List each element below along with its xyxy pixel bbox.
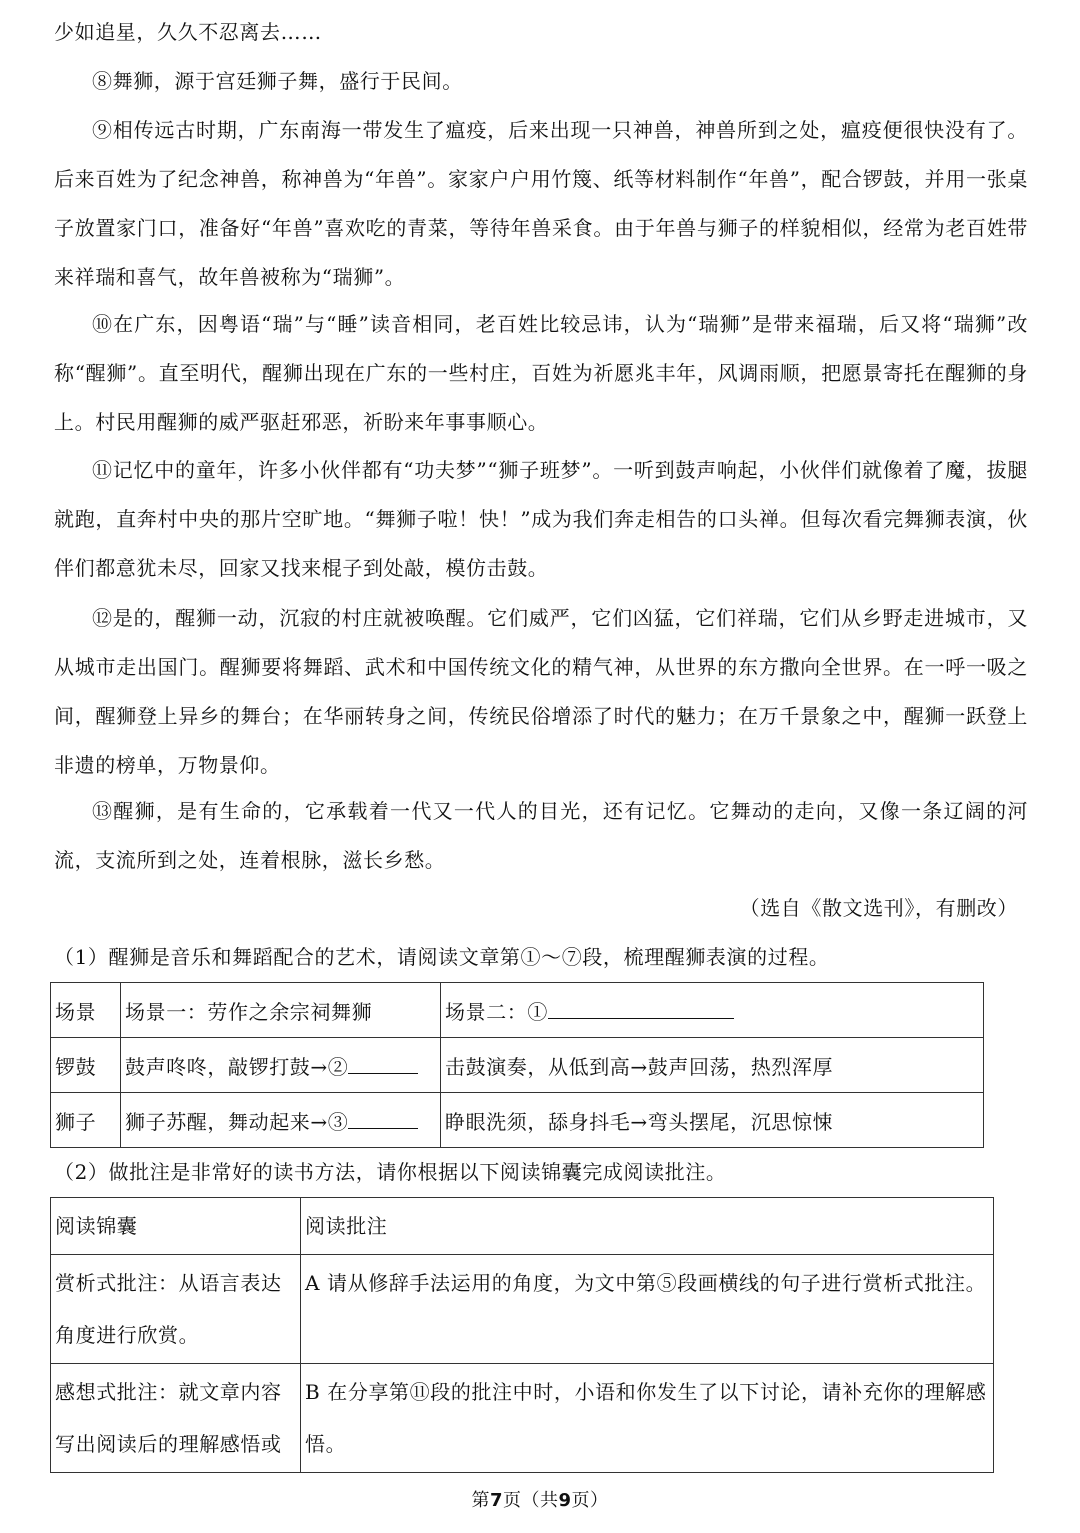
scene-two-cell xyxy=(441,983,984,1038)
task-b-cell: B 在分享第⑪段的批注中时，小语和你发生了以下讨论，请补充你的理解感悟。 xyxy=(301,1364,994,1473)
table-row xyxy=(51,1038,984,1093)
paragraph-12: ⑫是的，醒狮一动，沉寂的村庄就被唤醒。它们威严，它们凶猛，它们祥瑞，它们从乡野走进城市，又从城市走出国门。醒狮要将舞蹈、武术和中国传统文化的精气神，从世界的东方撒向全世界。在一呼一吸之间，醒狮登上异乡的舞台；在华丽转身之间，传统民俗增添了时代的魅力；在万千景象之中，醒狮一跃登上非遗的榜单，万物景仰。 xyxy=(54,606,1028,777)
row-head-lion: 狮子 xyxy=(51,1093,121,1148)
scene-one-cell: 场景一：劳作之余宗祠舞狮 xyxy=(121,983,441,1038)
table-row xyxy=(51,1093,984,1148)
table-row xyxy=(51,983,984,1038)
answer-blank-2[interactable] xyxy=(348,1072,418,1074)
source-citation: （选自《散文选刊》，有删改） xyxy=(739,896,1018,920)
question-2-prompt: （2）做批注是非常好的读书方法，请你根据以下阅读锦囊完成阅读批注。 xyxy=(54,1160,727,1184)
annotation-table xyxy=(50,1197,994,1473)
paragraph-continuation: 少如追星，久久不忍离去…… xyxy=(54,20,322,44)
lion-scene-two-cell: 睁眼洗须，舔身抖毛→弯头摆尾，沉思惊悚 xyxy=(441,1093,984,1148)
row-head-gong-drum: 锣鼓 xyxy=(51,1038,121,1093)
lion-scene-one-text: 狮子苏醒，舞动起来→③ xyxy=(125,1109,349,1134)
task-a-cell: A 请从修辞手法运用的角度，为文中第⑤段画横线的句子进行赏析式批注。 xyxy=(301,1255,994,1364)
scene-two-label: 场景二：① xyxy=(445,999,548,1024)
row-head-scene: 场景 xyxy=(51,983,121,1038)
table-row xyxy=(51,1364,994,1473)
appreciative-annotation-tip: 赏析式批注：从语言表达角度进行欣赏。 xyxy=(51,1255,301,1364)
page-footer xyxy=(0,1486,1080,1512)
footer-suffix: 页） xyxy=(571,1490,609,1511)
header-reading-annotation: 阅读批注 xyxy=(301,1198,994,1255)
paragraph-8: ⑧舞狮，源于宫廷狮子舞，盛行于民间。 xyxy=(92,69,463,93)
current-page-number: 7 xyxy=(489,1490,503,1511)
footer-prefix: 第 xyxy=(471,1490,490,1511)
gong-drum-scene-one-text: 鼓声咚咚，敲锣打鼓→② xyxy=(125,1054,349,1079)
table-header-row xyxy=(51,1198,994,1255)
paragraph-13: ⑬醒狮，是有生命的，它承载着一代又一代人的目光，还有记忆。它舞动的走向，又像一条辽阔的河流，支流所到之处，连着根脉，滋长乡愁。 xyxy=(54,799,1028,872)
question-1-prompt: （1）醒狮是音乐和舞蹈配合的艺术，请阅读文章第①～⑦段，梳理醒狮表演的过程。 xyxy=(54,945,830,969)
paragraph-10: ⑩在广东，因粤语“瑞”与“睡”读音相同，老百姓比较忌讳，认为“瑞狮”是带来福瑞，后又将“瑞狮”改称“醒狮”。直至明代，醒狮出现在广东的一些村庄，百姓为祈愿兆丰年，风调雨顺，把愿景寄托在醒狮的身上。村民用醒狮的威严驱赶邪恶，祈盼来年事事顺心。 xyxy=(54,312,1028,434)
table-row xyxy=(51,1255,994,1364)
paragraph-11: ⑪记忆中的童年，许多小伙伴都有“功夫梦”“狮子班梦”。一听到鼓声响起，小伙伴们就像着了魔，拔腿就跑，直奔村中央的那片空旷地。“舞狮子啦！快！”成为我们奔走相告的口头禅。但每次看完舞狮表演，伙伴们都意犹未尽，回家又找来棍子到处敲，模仿击鼓。 xyxy=(54,458,1028,580)
reflective-annotation-tip: 感想式批注：就文章内容写出阅读后的理解感悟或 xyxy=(51,1364,301,1473)
footer-middle: 页（共 xyxy=(503,1490,559,1511)
total-pages-number: 9 xyxy=(558,1490,572,1511)
performance-process-table xyxy=(50,982,984,1148)
paragraph-9: ⑨相传远古时期，广东南海一带发生了瘟疫，后来出现一只神兽，神兽所到之处，瘟疫便很快没有了。后来百姓为了纪念神兽，称神兽为“年兽”。家家户户用竹篾、纸等材料制作“年兽”，配合锣鼓，并用一张桌子放置家门口，准备好“年兽”喜欢吃的青菜，等待年兽采食。由于年兽与狮子的样貌相似，经常为老百姓带来祥瑞和喜气，故年兽被称为“瑞狮”。 xyxy=(54,118,1028,289)
answer-blank-1[interactable] xyxy=(548,1017,734,1019)
header-reading-tips: 阅读锦囊 xyxy=(51,1198,301,1255)
gong-drum-scene-two-cell: 击鼓演奏，从低到高→鼓声回荡，热烈浑厚 xyxy=(441,1038,984,1093)
lion-scene-one-cell xyxy=(121,1093,441,1148)
gong-drum-scene-one-cell xyxy=(121,1038,441,1093)
answer-blank-3[interactable] xyxy=(348,1127,418,1129)
